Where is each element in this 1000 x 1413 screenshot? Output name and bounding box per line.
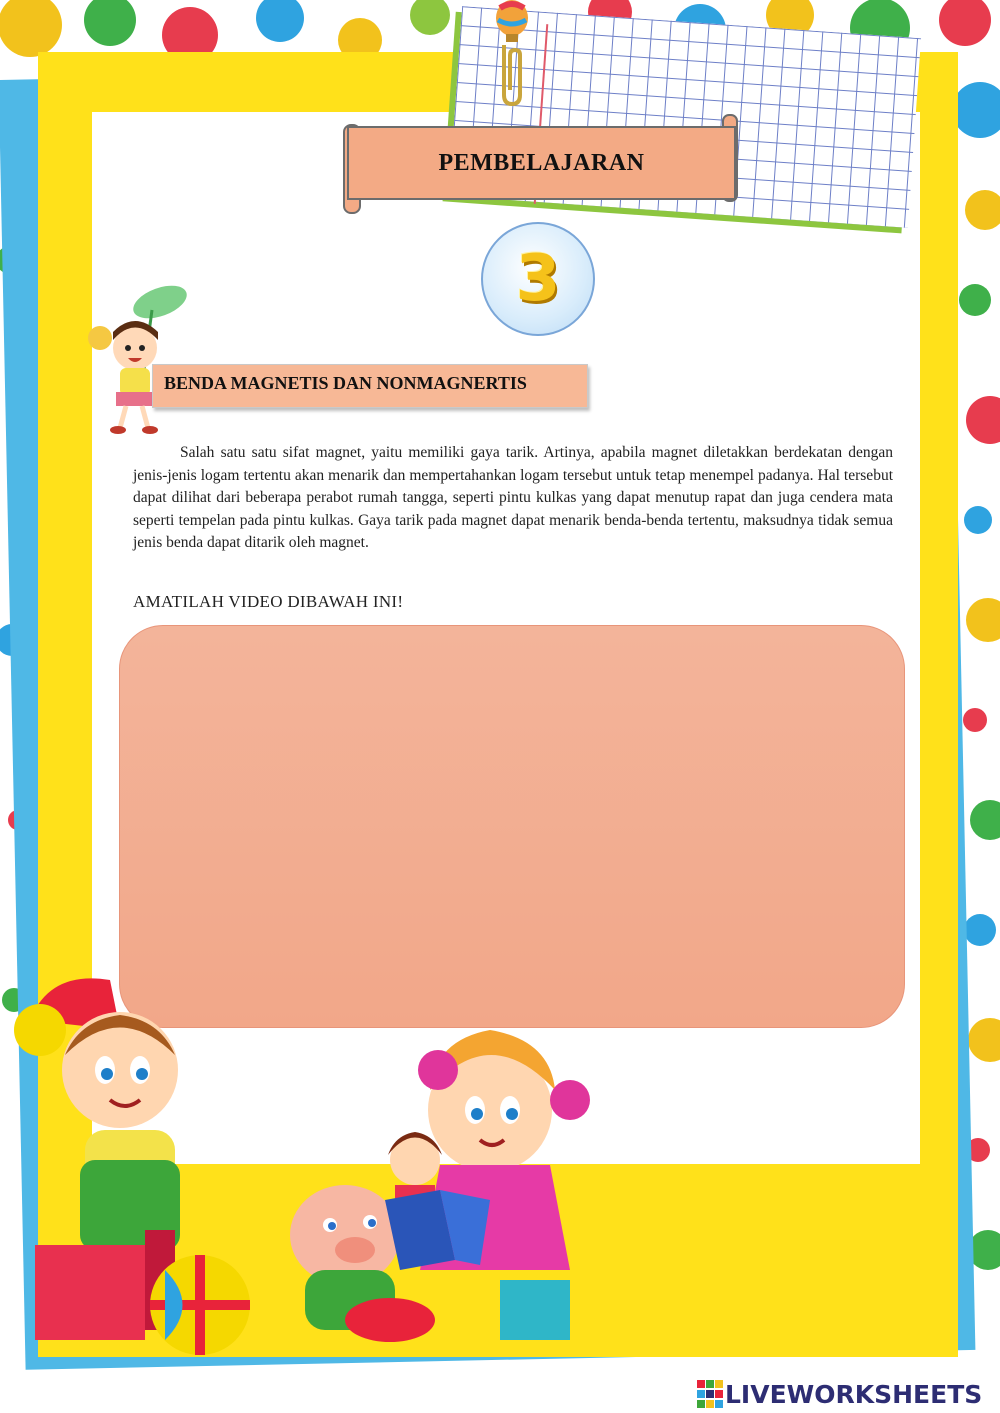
banner-title: PEMBELAJARAN: [347, 126, 736, 200]
children-reading-illustration: [10, 960, 590, 1360]
girl-with-leaf-illustration: [80, 280, 190, 435]
liveworksheets-logo[interactable]: [697, 1377, 982, 1411]
section-subtitle: BENDA MAGNETIS DAN NONMAGNERTIS: [164, 373, 527, 393]
brand-name: LIVEWORKSHEETS: [725, 1379, 983, 1409]
liveworksheets-logo-icon: [697, 1380, 723, 1408]
body-paragraph: Salah satu satu sifat magnet, yaitu memiliki gaya tarik. Artinya, apabila magnet diletakkan berdekatan dengan jenis-jenis logam tertentu akan menarik dan mempertahankan logam tersebut untuk tetap menempel padanya. Hal tersebut dapat dilihat dari beberapa perabot rumah tangga, seperti pintu kulkas yang dapat menutup rapat dan juga cendera mata seperti tempelan pada pintu kulkas. Gaya tarik pada magnet dapat menarik benda-benda tertentu, maksudnya tidak semua jenis benda dapat ditarik oleh magnet.: [133, 444, 893, 552]
lesson-number: 3: [515, 242, 561, 316]
video-instruction: AMATILAH VIDEO DIBAWAH INI!: [133, 592, 404, 611]
paperclip-balloon-icon: [480, 0, 540, 110]
lesson-number-badge: [481, 222, 595, 336]
